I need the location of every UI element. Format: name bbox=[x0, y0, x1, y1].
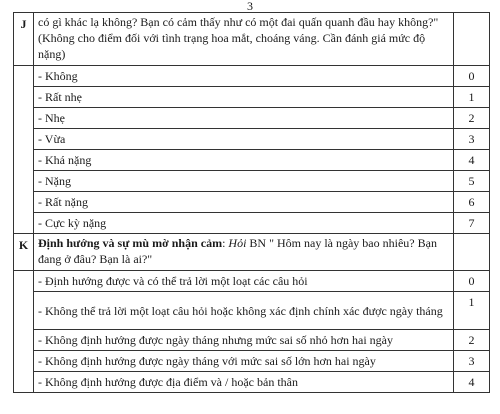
option-text: - Khá nặng bbox=[34, 150, 454, 171]
option-text: - Không định hướng được ngày tháng nhưng mức sai số nhỏ hơn hai ngày bbox=[34, 330, 454, 351]
assessment-table bbox=[13, 12, 490, 393]
option-text: - Cực kỳ nặng bbox=[34, 213, 454, 234]
option-text: - Nặng bbox=[34, 171, 454, 192]
section-question bbox=[34, 234, 454, 271]
option-row bbox=[14, 192, 490, 213]
option-text: - Không định hướng được ngày tháng với mức sai số lớn hơn hai ngày bbox=[34, 351, 454, 372]
option-row bbox=[14, 271, 490, 292]
option-row bbox=[14, 129, 490, 150]
option-row bbox=[14, 213, 490, 234]
title-separator: : bbox=[222, 236, 229, 250]
option-row bbox=[14, 150, 490, 171]
option-text: - Định hướng được và có thể trả lời một loạt các câu hỏi bbox=[34, 271, 454, 292]
option-row bbox=[14, 171, 490, 192]
option-row bbox=[14, 330, 490, 351]
section-k-header-row bbox=[14, 234, 490, 271]
option-text: - Không bbox=[34, 66, 454, 87]
option-score: 2 bbox=[454, 330, 490, 351]
option-score: 0 bbox=[454, 66, 490, 87]
section-j-header-row bbox=[14, 13, 490, 66]
option-text: - Nhẹ bbox=[34, 108, 454, 129]
option-score: 5 bbox=[454, 171, 490, 192]
option-row bbox=[14, 66, 490, 87]
option-score: 1 bbox=[454, 87, 490, 108]
page-number: 3 bbox=[247, 0, 253, 13]
section-code: K bbox=[14, 234, 34, 271]
ask-label: Hỏi bbox=[228, 236, 247, 250]
option-row bbox=[14, 372, 490, 393]
option-score: 4 bbox=[454, 150, 490, 171]
question-text: BN " Hôm nay là ngày bao nhiêu? Bạn đang ở đâu? Bạn là ai?" bbox=[38, 236, 437, 266]
option-row bbox=[14, 108, 490, 129]
option-score: 1 bbox=[454, 292, 490, 330]
option-score: 3 bbox=[454, 351, 490, 372]
option-score: 6 bbox=[454, 192, 490, 213]
option-text: - Vừa bbox=[34, 129, 454, 150]
option-row bbox=[14, 351, 490, 372]
option-score: 3 bbox=[454, 129, 490, 150]
option-text: - Rất nặng bbox=[34, 192, 454, 213]
section-title: Định hướng và sự mù mờ nhận cảm bbox=[38, 236, 223, 250]
option-score: 7 bbox=[454, 213, 490, 234]
option-row bbox=[14, 292, 490, 330]
section-question: có gì khác lạ không? Bạn có cảm thấy như có một đai quấn quanh đầu hay không?" (Không cho điểm đối với tình trạng hoa mắt, choáng váng. Cần đánh giá mức độ nặng) bbox=[34, 13, 454, 66]
option-score: 0 bbox=[454, 271, 490, 292]
option-score: 4 bbox=[454, 372, 490, 393]
option-row bbox=[14, 87, 490, 108]
option-text: - Rất nhẹ bbox=[34, 87, 454, 108]
section-code: J bbox=[14, 13, 34, 66]
option-score: 2 bbox=[454, 108, 490, 129]
option-text: - Không định hướng được địa điểm và / hoặc bản thân bbox=[34, 372, 454, 393]
option-text: - Không thể trả lời một loạt câu hỏi hoặc không xác định chính xác được ngày tháng bbox=[34, 292, 454, 330]
